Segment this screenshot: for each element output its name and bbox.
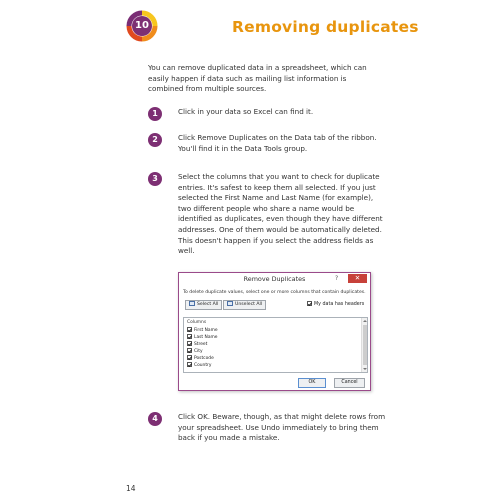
column-item[interactable] (187, 362, 211, 368)
column-item[interactable] (187, 334, 218, 340)
headers-checkbox-label: My data has headers (314, 302, 365, 307)
step-number-badge: 2 (148, 133, 162, 147)
column-label: Country (194, 363, 212, 368)
scroll-up-icon[interactable] (363, 320, 367, 322)
step-number-badge: 1 (148, 107, 162, 121)
column-label: First Name (194, 328, 218, 333)
remove-duplicates-dialog (178, 272, 371, 391)
close-button[interactable]: ✕ (348, 274, 367, 283)
column-label: Last Name (194, 335, 218, 340)
dialog-titlebar (179, 273, 370, 287)
cancel-button[interactable]: Cancel (334, 378, 365, 388)
chapter-badge (126, 10, 158, 42)
step-number-badge: 4 (148, 412, 162, 426)
step-text: Click Remove Duplicates on the Data tab of the ribbon. You'll find it in the Data Tools group. (178, 133, 377, 153)
page-number: 14 (126, 484, 136, 493)
page-title: Removing duplicates (232, 18, 419, 36)
step-text: Select the columns that you want to check for duplicate entries. It's safest to keep them all selected. If you just selected the First Name and Last Name (for example), two different people who share a name would be identified as duplicates, even though they have different addresses. One of them would be automatically deleted. This doesn't happen if you select the address fields as well. (178, 172, 383, 256)
list-scrollbar[interactable] (361, 318, 367, 372)
unselect-all-button[interactable] (223, 300, 266, 310)
scroll-thumb[interactable] (363, 325, 367, 365)
column-item[interactable] (187, 327, 218, 333)
column-item[interactable] (187, 348, 203, 354)
step-text: Click OK. Beware, though, as that might delete rows from your spreadsheet. Use Undo immediately to bring them back if you made a mistake. (178, 412, 386, 443)
select-all-label: Select All (197, 302, 219, 307)
checkbox-checked-icon (187, 341, 192, 346)
checkbox-checked-icon (187, 327, 192, 332)
columns-list[interactable] (183, 317, 368, 373)
intro-paragraph: You can remove duplicated data in a spreadsheet, which can easily happen if data such as mailing list information is combined from multiple sources. (148, 63, 367, 94)
checkbox-checked-icon (307, 301, 312, 306)
select-all-button[interactable] (185, 300, 222, 310)
unselect-all-icon (227, 301, 233, 306)
column-item[interactable] (187, 355, 214, 361)
column-label: Postcode (194, 356, 214, 361)
checkbox-checked-icon (187, 334, 192, 339)
column-label: Street (194, 342, 208, 347)
checkbox-checked-icon (187, 362, 192, 367)
chapter-number: 10 (135, 20, 149, 31)
column-item[interactable] (187, 341, 207, 347)
checkbox-checked-icon (187, 348, 192, 353)
columns-header: Columns (187, 320, 207, 325)
column-label: City (194, 349, 203, 354)
step-text: Click in your data so Excel can find it. (178, 107, 314, 116)
checkbox-checked-icon (187, 355, 192, 360)
dialog-instruction: To delete duplicate values, select one or more columns that contain duplicates. (183, 290, 366, 295)
ok-button[interactable]: OK (298, 378, 326, 388)
select-all-icon (189, 301, 195, 306)
dialog-title: Remove Duplicates (243, 275, 306, 283)
help-button[interactable]: ? (335, 275, 339, 282)
headers-checkbox[interactable] (307, 301, 364, 307)
scroll-down-icon[interactable] (363, 368, 367, 370)
step-number-badge: 3 (148, 172, 162, 186)
unselect-all-label: Unselect All (235, 302, 263, 307)
